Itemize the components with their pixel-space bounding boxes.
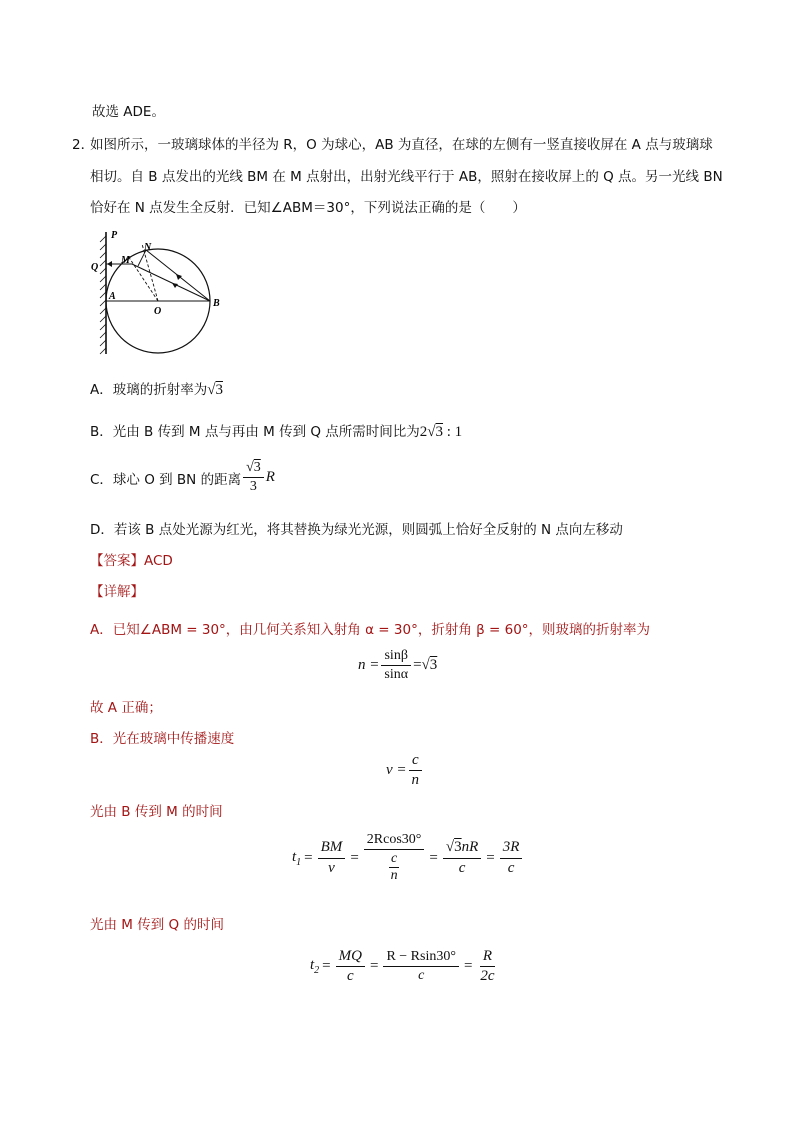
option-b: B．光由 B 传到 M 点与再由 M 传到 Q 点所需时间比为2√3 : 1: [90, 424, 463, 440]
eq3-f4-num: 3R: [500, 839, 523, 858]
eq3-f3-den: c: [458, 859, 466, 876]
label-n: N: [144, 242, 152, 253]
eq4-lhs: t: [310, 957, 315, 974]
equation-refraction-index: n = $\frac{\sin\beta}{\sin\alpha}$ = √3: [358, 648, 438, 683]
eq3-f3-num-tail: nR: [461, 839, 479, 856]
optics-figure: [88, 226, 228, 358]
detail-a-conclusion: 故 A 正确；: [90, 700, 162, 716]
eq2-lhs: v =: [386, 762, 407, 779]
eq4-f3-den: 2c: [480, 968, 495, 985]
screen-hatching: [100, 236, 106, 354]
eq4-f3-num: R: [480, 948, 495, 967]
option-a-text: A．玻璃的折射率为: [90, 382, 208, 398]
previous-answer: 故选 ADE。: [92, 104, 165, 120]
label-o: O: [154, 306, 162, 317]
equation-time2: $t_2$ = $\frac{MQ}{c}$ = $\frac{R - Rsin30^\circ}{c}$ = $\frac{R}{2c}$: [310, 948, 500, 986]
label-b: B: [213, 298, 220, 309]
eq4-f2-num: R − Rsin30°: [383, 949, 459, 967]
option-b-rad: 3: [435, 424, 444, 440]
option-c-num: 3: [253, 460, 261, 475]
eq2-den: n: [411, 772, 420, 789]
question-line-1: 如图所示，一玻璃球体的半径为 R，O 为球心，AB 为直径，在球的左侧有一竖直接收屏在 A 点与玻璃球: [90, 137, 713, 153]
eq3-f4-den: c: [507, 859, 515, 876]
equation-speed: [386, 752, 424, 790]
eq3-f2-den-den: n: [390, 868, 398, 884]
answer-label: 【答案】ACD: [90, 553, 173, 569]
eq3-f3-num-rad: 3: [454, 839, 462, 856]
eq3-f2-num: 2Rcos30°: [364, 832, 425, 850]
detail-b-line: B．光在玻璃中传播速度: [90, 731, 235, 747]
option-b-coef: 2: [419, 424, 428, 440]
option-c-den: 3: [249, 479, 257, 495]
eq1-lhs: n =: [358, 657, 380, 674]
option-b-text: B．光由 B 传到 M 点与再由 M 传到 Q 点所需时间比为: [90, 424, 420, 440]
option-a-value: 3: [215, 382, 223, 398]
arrow-bn: [176, 274, 182, 280]
arrow-mq: [107, 261, 112, 267]
question-number: 2．: [72, 137, 95, 153]
detail-label: 【详解】: [90, 584, 144, 600]
eq3-lhs: t: [292, 848, 297, 865]
time2-label: 光由 M 传到 Q 的时间: [90, 917, 224, 933]
option-c-text: C．球心 O 到 BN 的距离: [90, 471, 242, 488]
option-d: D．若该 B 点处光源为红光，将其替换为绿光光源，则圆弧上恰好全反射的 N 点向左移动: [90, 522, 623, 538]
detail-a-line: A．已知∠ABM = 30°，由几何关系知入射角 α = 30°，折射角 β = 60°，则玻璃的折射率为: [90, 622, 651, 638]
eq4-f1-den: c: [346, 968, 354, 985]
question-line-2: 相切。自 B 点发出的光线 BM 在 M 点射出，出射光线平行于 AB，照射在接收屏上的 Q 点。另一光线 BN: [90, 169, 723, 185]
option-a: A．玻璃的折射率为√3: [90, 382, 223, 398]
normal-om: [128, 256, 158, 301]
eq4-f2-den: c: [418, 968, 425, 984]
eq3-lhs-sub: 1: [296, 856, 302, 868]
option-b-tail: : 1: [446, 424, 463, 440]
eq3-f1-den: v: [328, 859, 335, 876]
eq4-f1-num: MQ: [336, 948, 365, 967]
label-q: Q: [91, 262, 99, 273]
eq1-den: sinα: [384, 667, 409, 683]
eq2-num: c: [409, 752, 422, 771]
label-m: M: [121, 255, 130, 266]
option-c: C．球心 O 到 BN 的距离 $\frac{√3}{3}$ R: [90, 460, 275, 495]
option-c-tail: R: [265, 469, 275, 486]
eq3-f1-num: BM: [318, 839, 346, 858]
eq3-f2-den-num: c: [389, 851, 399, 868]
eq4-lhs-sub: 2: [314, 965, 320, 977]
label-p: P: [111, 230, 118, 241]
label-a: A: [109, 291, 116, 302]
question-line-3: 恰好在 N 点发生全反射．已知∠ABM＝30°，下列说法正确的是（ ）: [90, 200, 526, 216]
equation-time1: $t_1$ = $\frac{BM}{v}$ = $\frac{2Rcos30^\circ}{\frac{c}{n}}$ = $\frac{√3nR}{c}$ = $\frac{3R}{c}$: [292, 832, 524, 884]
eq1-num: sinβ: [381, 648, 410, 666]
eq1-rhs: =: [413, 657, 422, 674]
time1-label: 光由 B 传到 M 的时间: [90, 804, 223, 820]
eq1-rhs-rad: 3: [429, 657, 438, 674]
